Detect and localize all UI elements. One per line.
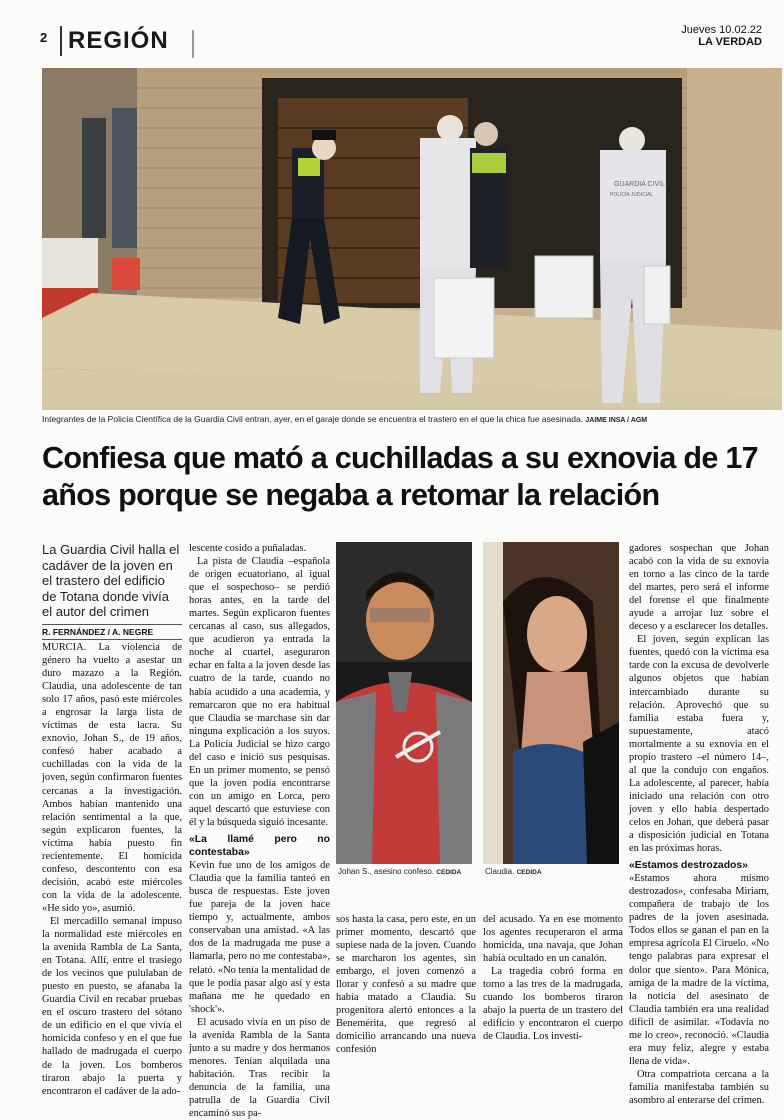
newspaper-name: LA VERDAD	[698, 36, 762, 48]
page-number: 2	[40, 30, 48, 45]
photo-johan	[336, 542, 472, 864]
column-2	[189, 542, 330, 1120]
column-3	[336, 913, 476, 1057]
section-title: REGIÓN	[60, 26, 169, 56]
byline: R. FERNÁNDEZ / A. NEGRE	[42, 624, 182, 640]
subhead-la-llame: «La llamé pero no contestaba»	[189, 834, 330, 859]
main-photo-caption	[42, 414, 782, 424]
column-4	[483, 913, 623, 1043]
uniform-text-policia-judicial: POLICÍA JUDICIAL	[610, 192, 654, 198]
paragraph: del acusado. Ya en ese momento los agentes recuperaron el arma homicida, una navaja, que Johan había ocultado en un canalón.	[483, 914, 623, 965]
main-photo-caption-text: Integrantes de la Policía Científica de la Guardia Civil entran, ayer, en el garaje donde se encuentra el trastero en el que la chica fue asesinada.	[42, 414, 584, 424]
photo-johan-caption	[338, 867, 474, 876]
summary: La Guardia Civil halla el cadáver de la joven en el trastero del edificio de Totana donde vivía el autor del crimen	[42, 542, 180, 619]
paragraph: El acusado vivía en un piso de la avenida Rambla de la Santa junto a su madre y dos hermanos menores. Tenían alquilada una habitación. Tras recibir la denuncia de la familia, una patrulla de la Guardia Civil encaminó sus pa-	[189, 1016, 330, 1120]
photo-claudia-caption	[485, 867, 621, 876]
section-divider	[192, 30, 194, 58]
paragraph: La pista de Claudia –española de origen ecuatoriano, al igual que el sospechoso– se perdió horas antes, en la tarde del martes. Según explicaron fuentes cercanas al caso, sus allegados, que acudieron ya entrada la noche al cuartel, aseguraron echar en falta a la joven desde las cuatro de la tarde, cuando no había acudido a una academia, y remarcaron que no era habitual que Claudia se marchase sin dar ninguna explicación a los suyos. La Policía Judicial se hizo cargo del caso e inició sus pesquisas. En un primer momento, se pensó que la joven podía encontrarse con un amigo en Lorca, pero aquel descartó que estuviese con él y la búsqueda siguió incesante.	[189, 556, 330, 828]
main-photo-credit: JAIME INSA / AGM	[585, 417, 648, 424]
paragraph: Otra compatriota cercana a la familia manifestaba también su asombro al enterarse del crimen.	[629, 1068, 769, 1106]
paragraph: Kevin fue uno de los amigos de Claudia que la familia tanteó en busca de respuestas. Este joven fue pareja de la joven hace tiempo y, actualmente, ambos conservaban una amistad. «A las dos de la madrugada me puse a llamarla, pero no me contestaba», relató. «No tenía la mentalidad de que le podía pasar algo así y esta mañana me he quedado en 'shock'».	[189, 860, 330, 1015]
paragraph: MURCIA. La violencia de género ha vuelto a asestar un duro mazazo a la Región. Claudia, una adolescente de tan solo 17 años, pasó este miércoles a engrosar la larga lista de víctimas de esta lacra. Su exnovio, Johan S., de 19 años, confesó haber acabado a cuchilladas con la vida de la joven, según confirmaron fuentes cercanas a la investigación. Ambos habían mantenido una relación sentimental a la que, según explicaron fuentes, la víctima había puesto fin recientemente. El homicida confeso, descontento con esa decisión, acabó este miércoles con la vida de la adolescente. «He sido yo», asumió.	[42, 642, 182, 914]
photo-johan-caption-text: Johan S., asesino confeso.	[338, 867, 435, 876]
paragraph: gadores sospechan que Johan acabó con la vida de su exnovia en torno a las cinco de la tarde del martes, pero será el informe del forense el que finalmente ayude a arrojar luz sobre el deceso y a esclarecer los detalles.	[629, 543, 769, 633]
subhead-estamos-destrozados: «Estamos destrozados»	[629, 860, 748, 872]
paragraph: El mercadillo semanal impuso la normalidad este miércoles en la avenida Rambla de La Santa, en Totana. Allí, entre el trasiego de los vecinos que pululaban de puesto en puesto, se afanaba la Guardia Civil en recabar pruebas en el oscuro trastero del sótano de un edificio en el que vivía el homicida confeso y en el que fue hallado de madrugada el cuerpo de la joven. Los bomberos tiraron abajo la puerta y encontraron el cadáver de la ado-	[42, 915, 182, 1097]
main-photo	[42, 68, 782, 410]
photo-johan-illustration	[336, 542, 472, 864]
paragraph: El joven, según explican las fuentes, quedó con la víctima esa tarde con la excusa de devolverle algunos objetos que habían intercambiado durante su relación. Aprovechó que su familia estaba fuera y, supuestamente, atacó mortalmente a su exnovia en el propio trastero –el número 14–, al que la condujo con engaños. La adolescente, al parecer, había iniciado una relación con otro joven y ello había despertado celos en Johan, que deberá pasar a disposición judicial en Totana en las próximas horas.	[629, 634, 769, 855]
main-photo-illustration	[42, 68, 782, 410]
issue-date: Jueves 10.02.22	[681, 24, 762, 36]
headline: Confiesa que mató a cuchilladas a su exnovia de 17 años porque se negaba a retomar la relación	[42, 441, 758, 512]
paragraph: sos hasta la casa, pero este, en un primer momento, descartó que supiese nada de la joven. Cuando se marcharon los agentes, sin embargo, el joven comenzó a llorar y confesó a su madre que había matado a Claudia. Su progenitora alertó entonces a la Benemérita, que regresó al domicilio arrancando una nueva confesión	[336, 914, 476, 1056]
column-1	[42, 641, 182, 1098]
column-5	[629, 542, 769, 1107]
uniform-text-guardia-civil: GUARDIA CIVIL	[614, 181, 665, 188]
photo-johan-credit: CEDIDA	[436, 869, 462, 876]
dateline	[681, 24, 762, 48]
paragraph: lescente cosido a puñaladas.	[189, 543, 307, 554]
photo-claudia-illustration	[483, 542, 619, 864]
photo-claudia	[483, 542, 619, 864]
paragraph: La tragedia cobró forma en torno a las tres de la madrugada, cuando los bomberos tiraron abajo la puerta de un trastero del edificio y encontraron el cuerpo de Claudia. Los investi-	[483, 966, 623, 1043]
paragraph: «Estamos ahora mismo destrozados», confesaba Miriam, compañera de trabajo de los padres de la joven asesinada. Todos ellos se ganan el pan en la empresa agrícola El Ciruelo. «No tengo palabras para expresar el dolor que siento». Para Mónica, amiga de la madre de la víctima, la noticia del asesinato de Claudia también era una realidad difícil de asimilar. «Todavía no me lo creo», reconoció. «Claudia era muy feliz, alegre y estaba llena de vida».	[629, 873, 769, 1067]
photo-claudia-credit: CEDIDA	[516, 869, 542, 876]
photo-claudia-caption-text: Claudia.	[485, 867, 515, 876]
